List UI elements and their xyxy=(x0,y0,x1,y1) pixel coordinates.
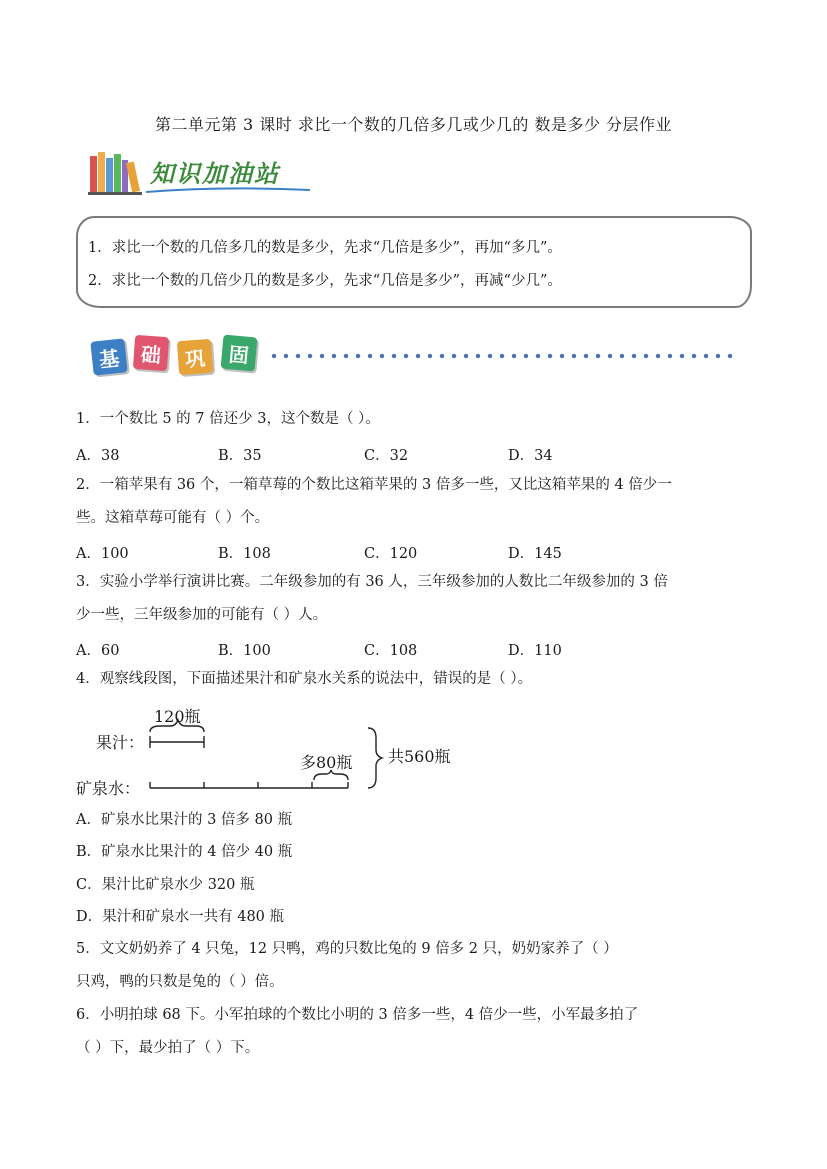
divider-dot xyxy=(644,354,648,358)
q1-option-b: B．35 xyxy=(218,448,262,464)
divider-dot xyxy=(692,354,696,358)
banner-char-2: 础 xyxy=(133,335,169,371)
q3-option-d: D．110 xyxy=(508,643,562,659)
total-label: 共560瓶 xyxy=(388,747,451,766)
banner-char-1: 基 xyxy=(90,338,127,375)
question-6-line-1: 6．小明拍球 68 下。小军拍球的个数比小明的 3 倍多一些，4 倍少一些，小军最多拍了 xyxy=(76,1007,639,1023)
q4-option-c: C．果汁比矿泉水少 320 瓶 xyxy=(76,877,255,893)
question-3-line-1: 3．实验小学举行演讲比赛。二年级参加的有 36 人，三年级参加的人数比二年级参加的 3 倍 xyxy=(76,574,668,590)
divider-dot xyxy=(308,354,312,358)
divider-dot xyxy=(608,354,612,358)
q2-option-d: D．145 xyxy=(508,546,562,562)
divider-dot xyxy=(560,354,564,358)
divider-dot xyxy=(296,354,300,358)
books-icon xyxy=(88,150,142,196)
divider-dot xyxy=(452,354,456,358)
tip-2: 2．求比一个数的几倍少几的数是多少，先求“几倍是多少”，再减“少几”。 xyxy=(88,273,562,289)
question-5-line-2: 只鸡，鸭的只数是兔的（ ）倍。 xyxy=(76,974,284,990)
q3-option-a: A．60 xyxy=(76,643,120,659)
q2-option-c: C．120 xyxy=(364,546,418,562)
tips-box xyxy=(76,216,752,308)
q2-option-b: B．108 xyxy=(218,546,271,562)
divider-dot xyxy=(548,354,552,358)
divider-dot xyxy=(500,354,504,358)
q1-option-d: D．34 xyxy=(508,448,553,464)
divider-dot xyxy=(392,354,396,358)
divider-dot xyxy=(416,354,420,358)
divider-dot xyxy=(332,354,336,358)
divider-dot xyxy=(488,354,492,358)
question-4: 4．观察线段图，下面描述果汁和矿泉水关系的说法中，错误的是（ ）。 xyxy=(76,671,533,687)
divider-dot xyxy=(572,354,576,358)
divider-dot xyxy=(440,354,444,358)
tip-1: 1．求比一个数的几倍多几的数是多少，先求“几倍是多少”，再加“多几”。 xyxy=(88,240,562,256)
water-label: 矿泉水： xyxy=(76,779,141,798)
divider-dot xyxy=(428,354,432,358)
divider-dot xyxy=(728,354,732,358)
question-5-line-1: 5．文文奶奶养了 4 只兔，12 只鸭，鸡的只数比兔的 9 倍多 2 只，奶奶家养了（ ） xyxy=(76,941,618,957)
divider-dot xyxy=(716,354,720,358)
divider-dot xyxy=(380,354,384,358)
q1-option-a: A．38 xyxy=(76,448,120,464)
more-label: 多80瓶 xyxy=(300,753,353,772)
divider-dot xyxy=(356,354,360,358)
q4-option-b: B．矿泉水比果汁的 4 倍少 40 瓶 xyxy=(76,844,293,860)
divider-dot xyxy=(524,354,528,358)
question-3-line-2: 少一些，三年级参加的可能有（ ）人。 xyxy=(76,607,328,623)
segment-lines xyxy=(70,700,390,800)
divider-dot xyxy=(536,354,540,358)
segment-diagram xyxy=(70,700,470,800)
dotted-divider xyxy=(270,352,740,360)
divider-dot xyxy=(368,354,372,358)
juice-value-label: 120瓶 xyxy=(154,707,201,726)
divider-dot xyxy=(404,354,408,358)
divider-dot xyxy=(464,354,468,358)
divider-dot xyxy=(656,354,660,358)
divider-dot xyxy=(320,354,324,358)
divider-dot xyxy=(344,354,348,358)
q3-option-c: C．108 xyxy=(364,643,418,659)
divider-dot xyxy=(512,354,516,358)
divider-dot xyxy=(584,354,588,358)
question-2-line-1: 2．一箱苹果有 36 个，一箱草莓的个数比这箱苹果的 3 倍多一些，又比这箱苹果的 4 倍少一 xyxy=(76,477,672,493)
q2-option-a: A．100 xyxy=(76,546,129,562)
divider-dot xyxy=(476,354,480,358)
banner-char-4: 固 xyxy=(221,335,258,372)
knowledge-banner xyxy=(88,148,318,196)
divider-dot xyxy=(680,354,684,358)
question-2-line-2: 些。这箱草莓可能有（ ）个。 xyxy=(76,510,270,526)
q4-option-a: A．矿泉水比果汁的 3 倍多 80 瓶 xyxy=(76,812,293,828)
q1-option-c: C．32 xyxy=(364,448,409,464)
divider-dot xyxy=(668,354,672,358)
banner-char-3: 巩 xyxy=(177,339,213,375)
divider-dot xyxy=(272,354,276,358)
divider-dot xyxy=(620,354,624,358)
divider-dot xyxy=(596,354,600,358)
divider-dot xyxy=(704,354,708,358)
q4-option-d: D．果汁和矿泉水一共有 480 瓶 xyxy=(76,909,285,925)
banner-underline xyxy=(144,186,314,196)
basics-banner xyxy=(90,334,750,382)
divider-dot xyxy=(632,354,636,358)
page-title: 第二单元第 3 课时 求比一个数的几倍多几或少几的 数是多少 分层作业 xyxy=(154,115,673,134)
question-1: 1．一个数比 5 的 7 倍还少 3，这个数是（ ）。 xyxy=(76,411,380,427)
juice-label: 果汁： xyxy=(96,733,145,752)
question-6-line-2: （ ）下，最少拍了（ ）下。 xyxy=(76,1040,260,1056)
q3-option-b: B．100 xyxy=(218,643,271,659)
divider-dot xyxy=(284,354,288,358)
knowledge-banner-text: 知识加油站 xyxy=(150,160,280,188)
